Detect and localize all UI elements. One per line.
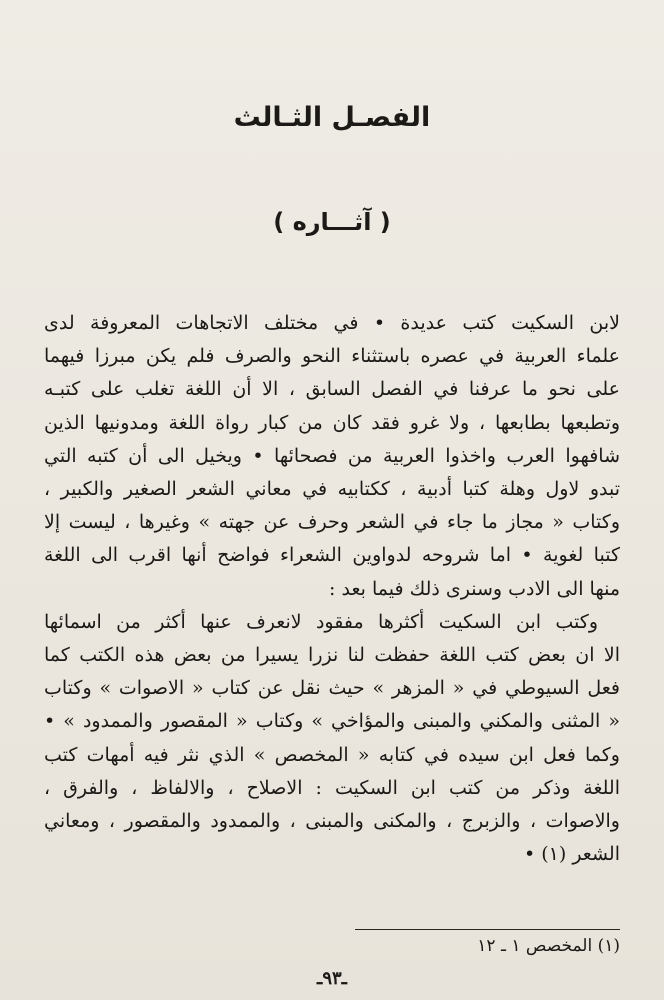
text-line: كتبا لغوية • اما شروحه لدواوين الشعراء فواضح أنها اقرب الى اللغة	[44, 544, 620, 567]
text-line: وكما فعل ابن سيده في كتابه « المخصص » الذي نثر فيه أمهات كتب	[44, 743, 620, 766]
text-line: لابن السكيت كتب عديدة • في مختلف الاتجاهات المعروفة لدى	[44, 312, 620, 334]
footnote-divider	[355, 929, 620, 930]
text-line: تبدو لاول وهلة كتبا أدبية ، ككتابيه في معاني الشعر الصغير والكبير ،	[44, 478, 620, 501]
text-line: علماء العربية في عصره باستثناء النحو والصرف فلم يكن مبرزا فيهما	[44, 345, 620, 368]
text-line: وكتاب « مجاز ما جاء في الشعر وحرف عن جهته » وغيرها ، ليست إلا	[44, 511, 620, 534]
text-line: على نحو ما عرفنا في الفصل السابق ، الا أن اللغة تغلب على كتبـه	[44, 378, 620, 401]
text-line: الشعر (١) •	[523, 843, 620, 866]
text-line: والاصوات ، والزبرج ، والمكنى والمبنى ، والممدود والمقصور ، ومعاني	[44, 810, 620, 833]
text-line: شافهوا العرب واخذوا العربية من فصحائها • ويخيل الى أن كتبه التي	[44, 444, 620, 467]
text-line: « المثنى والمكني والمبنى والمؤاخي » وكتاب « المقصور والممدود » •	[44, 710, 620, 733]
text-line: اللغة وذكر من كتب ابن السكيت : الاصلاح ، والالفاظ ، والفرق ،	[44, 776, 620, 799]
text-line: الا ان بعض كتب اللغة حفظت لنا نزرا يسيرا من بعض هذه الكتب كما	[44, 644, 620, 667]
text-line: فعل السيوطي في « المزهر » حيث نقل عن كتاب « الاصوات » وكتاب	[44, 677, 620, 700]
text-line: وتطبعها بطابعها ، ولا غرو فقد كان من كبار رواة اللغة ومدونيها الذين	[44, 411, 620, 434]
text-line: منها الى الادب وسنرى ذلك فيما بعد :	[329, 577, 620, 600]
page-number: ـ٩٣ـ	[317, 968, 347, 989]
section-title: ( آثـــاره )	[273, 208, 391, 236]
chapter-title: الفصـل الثـالث	[233, 102, 431, 133]
text-line: وكتب ابن السكيت أكثرها مفقود لانعرف عنها أكثر من اسمائها	[44, 610, 598, 633]
footnote: (١) المخصص ١ ـ ١٢	[477, 936, 620, 956]
body-text	[44, 307, 620, 871]
